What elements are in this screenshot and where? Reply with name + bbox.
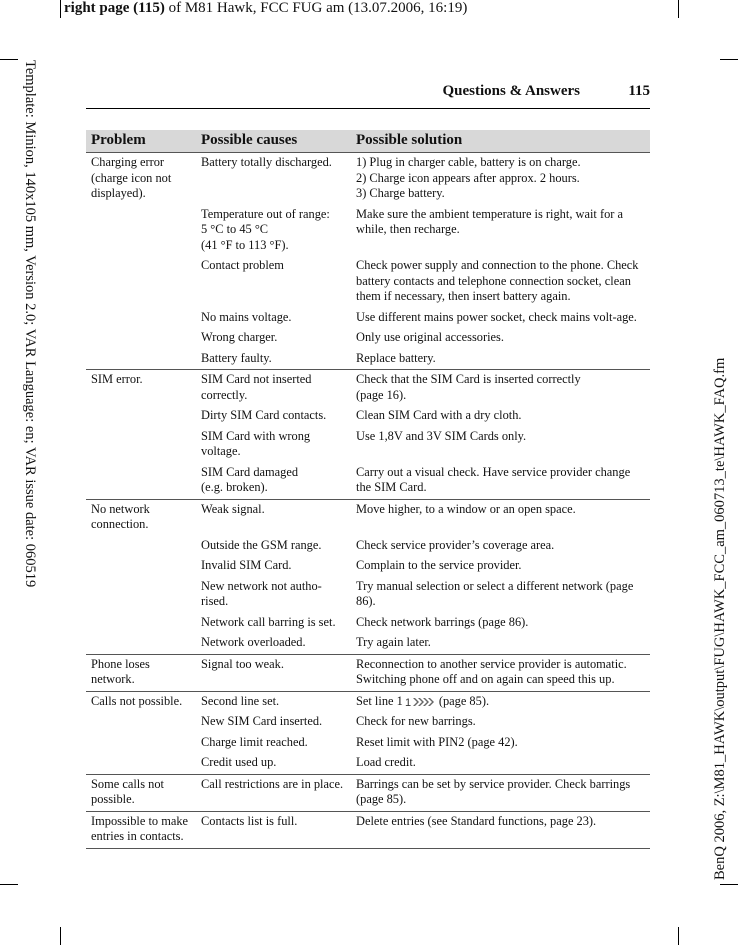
solution-cell-text: Check network barrings (page 86). (356, 614, 529, 629)
solution-cell-text: Clean SIM Card with a dry cloth. (356, 408, 522, 422)
cause-cell-text: Invalid SIM Card. (201, 558, 292, 572)
problem-cell (86, 536, 196, 557)
cause-cell (196, 753, 351, 774)
cause-cell-text: Credit used up. (201, 755, 277, 769)
table-header-row (86, 130, 650, 153)
crop-mark (60, 927, 61, 945)
cause-cell (196, 613, 351, 634)
cause-cell (196, 536, 351, 557)
table-row (86, 556, 650, 577)
cause-cell (196, 499, 351, 536)
problem-cell (86, 406, 196, 427)
slug-rest: of M81 Hawk, FCC FUG am (13.07.2006, 16:19) (164, 0, 468, 16)
crop-mark (678, 927, 679, 945)
solution-cell (351, 256, 650, 308)
table-body (86, 153, 650, 849)
column-header: Problem (86, 130, 196, 153)
cause-cell-text: Battery faulty. (201, 350, 272, 365)
cause-cell (196, 811, 351, 848)
cause-cell (196, 308, 351, 329)
solution-cell-text: Complain to the service provider. (356, 558, 522, 572)
solution-cell-text: Try manual selection or select a different network (page 86). (356, 578, 634, 608)
problem-cell-text: No network connection. (91, 501, 150, 531)
solution-cell-text: Check service provider’s coverage area. (356, 537, 555, 552)
column-header: Possible solution (351, 130, 650, 153)
table-row (86, 463, 650, 500)
solution-cell-text: Make sure the ambient temperature is right, wait for a while, then recharge. (356, 206, 623, 236)
solution-cell (351, 308, 650, 329)
cause-cell-line: SIM Card damaged (201, 464, 299, 479)
cause-cell (196, 153, 351, 205)
cause-cell (196, 556, 351, 577)
solution-cell-text: Reconnection to another service provider is automatic. Switching phone off and on again can speed this up. (356, 656, 627, 686)
solution-cell (351, 427, 650, 463)
problem-cell (86, 349, 196, 370)
cause-cell (196, 205, 351, 257)
problem-cell (86, 753, 196, 774)
crop-mark (720, 59, 738, 60)
table-row (86, 349, 650, 370)
problem-cell (86, 205, 196, 257)
problem-cell (86, 613, 196, 634)
cause-cell-text: Second line set. (201, 693, 280, 708)
solution-cell-line: Check that the SIM Card is inserted correctly (356, 372, 581, 386)
table-row (86, 153, 650, 205)
table-row (86, 654, 650, 691)
problem-cell (86, 691, 196, 712)
solution-cell-text: Barrings can be set by service provider. Check barrings (page 85). (356, 776, 631, 806)
column-header: Possible causes (196, 130, 351, 153)
problem-cell (86, 308, 196, 329)
solution-cell (351, 153, 650, 205)
page-header (86, 82, 650, 109)
solution-cell-line: 3) Charge battery. (356, 186, 445, 200)
problem-cell (86, 733, 196, 754)
cause-cell-text: Charge limit reached. (201, 734, 308, 749)
solution-cell (351, 753, 650, 774)
problem-cell-text: Some calls not possible. (91, 776, 164, 806)
cause-cell-text: Signal too weak. (201, 656, 284, 671)
solution-cell (351, 349, 650, 370)
cause-cell (196, 774, 351, 811)
solution-cell-text: Load credit. (356, 755, 416, 769)
cause-cell-text: Contact problem (201, 258, 284, 272)
table-row (86, 406, 650, 427)
cause-cell (196, 463, 351, 500)
table-row (86, 370, 650, 407)
cause-cell (196, 256, 351, 308)
cause-cell-text: SIM Card not inserted correctly. (201, 372, 312, 402)
cause-cell-line: 5 °C to 45 °C (201, 222, 269, 236)
cause-cell-line: (e.g. broken). (201, 480, 268, 494)
table-row (86, 613, 650, 634)
solution-cell (351, 370, 650, 407)
solution-cell-text: Delete entries (see Standard functions, page 23). (356, 813, 597, 828)
cause-cell-text: Wrong charger. (201, 330, 278, 344)
cause-cell-line: (41 °F to 113 °F). (201, 237, 289, 252)
table-row (86, 633, 650, 654)
problem-cell (86, 712, 196, 733)
slug-bold: right page (115) (64, 0, 165, 16)
section-title: Questions & Answers (442, 83, 580, 99)
solution-cell-text: Check power supply and connection to the phone. Check battery contacts and telephone connection socket, clean them if necessary, then insert battery again. (356, 258, 639, 303)
problem-cell-text: Charging error (charge icon not displayed). (91, 155, 172, 200)
cause-cell (196, 712, 351, 733)
problem-cell (86, 774, 196, 811)
problem-cell (86, 811, 196, 848)
table-row (86, 427, 650, 463)
cause-cell-text: Outside the GSM range. (201, 537, 322, 552)
solution-cell-text: Only use original accessories. (356, 330, 504, 344)
table-row (86, 577, 650, 613)
cause-cell (196, 691, 351, 712)
crop-mark (0, 884, 18, 885)
solution-cell (351, 205, 650, 257)
solution-cell-text: Reset limit with PIN2 (page 42). (356, 734, 518, 749)
cause-cell (196, 328, 351, 349)
solution-cell-text: (page 85). (438, 693, 490, 708)
cause-cell-text: Network overloaded. (201, 635, 306, 649)
solution-cell (351, 463, 650, 500)
problem-cell (86, 577, 196, 613)
problem-cell (86, 654, 196, 691)
table-row (86, 328, 650, 349)
problem-cell-text: Phone loses network. (91, 656, 150, 686)
faq-table (86, 130, 650, 849)
cause-cell-text: Network call barring is set. (201, 614, 336, 629)
cause-cell-text: New SIM Card inserted. (201, 714, 323, 728)
template-info-vertical: Template: Minion, 140x105 mm, Version 2.0; VAR Language: en; VAR issue date: 060519 (22, 60, 38, 588)
problem-cell-text: Impossible to make entries in contacts. (91, 813, 189, 843)
cause-cell-text: New network not autho-rised. (201, 578, 322, 608)
problem-cell (86, 633, 196, 654)
problem-cell (86, 463, 196, 500)
solution-cell (351, 811, 650, 848)
crop-mark (678, 0, 679, 18)
solution-cell-text: Use different mains power socket, check mains volt-age. (356, 309, 637, 324)
cause-cell-text: Battery totally discharged. (201, 155, 332, 169)
page-number: 115 (628, 83, 650, 99)
cause-cell (196, 406, 351, 427)
problem-cell (86, 328, 196, 349)
table-row (86, 205, 650, 257)
table-row (86, 499, 650, 536)
crop-mark (60, 0, 61, 18)
solution-cell (351, 654, 650, 691)
cause-cell-text: Weak signal. (201, 501, 265, 516)
problem-cell (86, 153, 196, 205)
solution-cell-text: Set line 1 (356, 693, 403, 708)
table-row (86, 308, 650, 329)
table-row (86, 811, 650, 848)
cause-cell (196, 349, 351, 370)
solution-cell-text: Check for new barrings. (356, 714, 476, 728)
table-row (86, 712, 650, 733)
cause-cell (196, 427, 351, 463)
table-row (86, 774, 650, 811)
table-row (86, 536, 650, 557)
solution-cell (351, 536, 650, 557)
solution-cell (351, 556, 650, 577)
solution-cell (351, 499, 650, 536)
cause-cell-text: No mains voltage. (201, 309, 292, 324)
problem-cell (86, 370, 196, 407)
cause-cell-text: Dirty SIM Card contacts. (201, 408, 327, 422)
table-row (86, 691, 650, 712)
file-path-vertical: BenQ 2006, Z:\M81_HAWK\output\FUG\HAWK_FCC_am_060713_te\HAWK_FAQ.fm (712, 357, 728, 880)
problem-cell (86, 556, 196, 577)
cause-cell-text: Call restrictions are in place. (201, 776, 344, 791)
cause-cell (196, 633, 351, 654)
solution-cell (351, 577, 650, 613)
print-slug (64, 0, 467, 17)
table-row (86, 753, 650, 774)
problem-cell-text: Calls not possible. (91, 693, 183, 708)
cause-cell (196, 370, 351, 407)
solution-cell (351, 613, 650, 634)
cause-cell-text: SIM Card with wrong voltage. (201, 428, 311, 458)
solution-cell (351, 633, 650, 654)
problem-cell (86, 499, 196, 536)
crop-mark (0, 59, 18, 60)
solution-cell (351, 712, 650, 733)
solution-cell (351, 691, 650, 712)
solution-cell-line: 2) Charge icon appears after approx. 2 hours. (356, 170, 580, 185)
problem-cell-text: SIM error. (91, 372, 143, 386)
cause-cell (196, 733, 351, 754)
solution-cell (351, 328, 650, 349)
crop-mark (720, 884, 738, 885)
solution-cell-text: Replace battery. (356, 350, 436, 365)
solution-cell-text: Move higher, to a window or an open space. (356, 501, 576, 516)
line-1-icon (405, 696, 437, 708)
solution-cell-text: Use 1,8V and 3V SIM Cards only. (356, 428, 527, 443)
solution-cell-line: (page 16). (356, 387, 407, 402)
solution-cell-line: 1) Plug in charger cable, battery is on charge. (356, 155, 581, 169)
cause-cell (196, 577, 351, 613)
solution-cell (351, 733, 650, 754)
solution-cell-text: Try again later. (356, 635, 431, 649)
svg-text:1: 1 (404, 696, 411, 708)
cause-cell-line: Temperature out of range: (201, 206, 330, 221)
table-row (86, 733, 650, 754)
solution-cell (351, 774, 650, 811)
table-row (86, 256, 650, 308)
cause-cell (196, 654, 351, 691)
solution-cell (351, 406, 650, 427)
problem-cell (86, 256, 196, 308)
problem-cell (86, 427, 196, 463)
solution-cell-text: Carry out a visual check. Have service provider change the SIM Card. (356, 464, 631, 494)
cause-cell-text: Contacts list is full. (201, 813, 298, 828)
